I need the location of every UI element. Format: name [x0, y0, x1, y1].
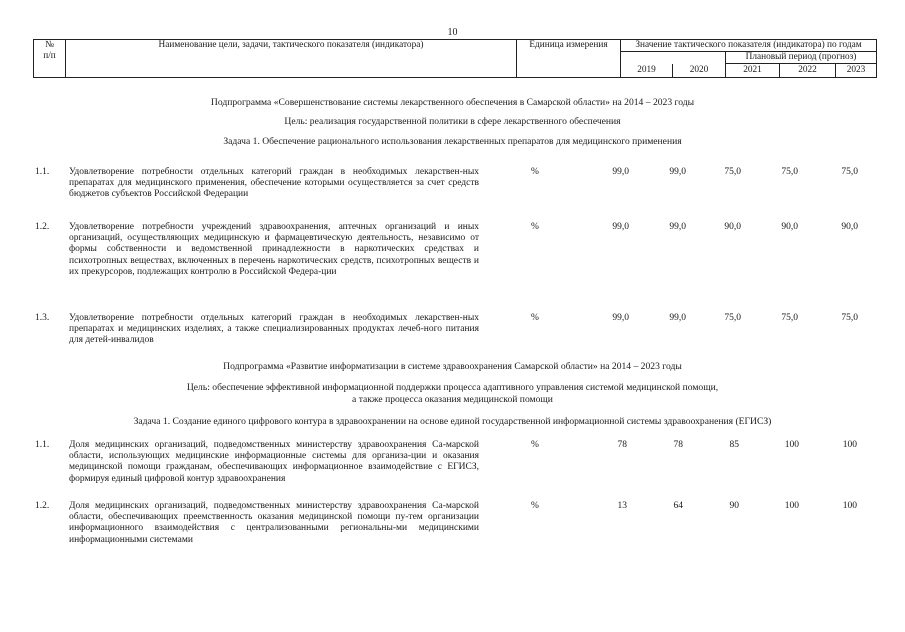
row-1-3-unit: %	[531, 313, 539, 323]
header-planning: Плановый период (прогноз)	[726, 52, 877, 64]
row-1-2-text: Удовлетворение потребности учреждений здравоохранения, аптечных организаций и иных организаций, осуществляющих медицинскую и фармацевтическую деятельность, независимо от формы собственности и ведомственной принадлежности в наркотических средствах и психотропных веществах, включенных в перечень наркотических средств, психотропных веществ и их прекурсоров, подлежащих контролю в Российской Федера-ции	[69, 222, 479, 277]
row-1-3-2019: 99,0	[612, 313, 629, 323]
subprogram-2-goal-line2: а также процесса оказания медицинской помощи	[352, 394, 553, 405]
row-1-1-num: 1.1.	[35, 167, 50, 177]
header-unit: Единица измерения	[517, 40, 621, 78]
row-1-2-2022: 90,0	[781, 222, 798, 232]
row-2-2-2022: 100	[784, 501, 799, 511]
row-2-1-2021: 85	[729, 440, 739, 450]
row-1-3-2021: 75,0	[724, 313, 741, 323]
indicator-table-header	[33, 39, 877, 78]
row-2-2-2019: 13	[617, 501, 627, 511]
row-1-3-2020: 99,0	[669, 313, 686, 323]
row-1-2-num: 1.2.	[35, 222, 50, 232]
year-2023: 2023	[836, 63, 877, 77]
year-2022: 2022	[780, 63, 836, 77]
row-1-3-2023: 75,0	[841, 313, 858, 323]
row-2-1-unit: %	[531, 440, 539, 450]
row-1-1-2020: 99,0	[669, 167, 686, 177]
row-2-2-2021: 90	[729, 501, 739, 511]
row-2-1-2022: 100	[784, 440, 799, 450]
row-1-3-num: 1.3.	[35, 313, 50, 323]
row-1-1-2022: 75,0	[781, 167, 798, 177]
row-2-1-num: 1.1.	[35, 440, 50, 450]
header-values: Значение тактического показателя (индикатора) по годам	[621, 40, 877, 52]
row-2-1-2020: 78	[673, 440, 683, 450]
row-1-2-2019: 99,0	[612, 222, 629, 232]
row-2-1-2019: 78	[617, 440, 627, 450]
row-1-2-unit: %	[531, 222, 539, 232]
row-1-1-2023: 75,0	[841, 167, 858, 177]
row-1-3-text: Удовлетворение потребности отдельных категорий граждан в необходимых лекарствен-ных препаратах и медицинских изделиях, а также специализированных продуктах лечеб-ного питания для детей-инвалидов	[69, 313, 479, 346]
row-1-1-text: Удовлетворение потребности отдельных категорий граждан в необходимых лекарствен-ных препаратах для медицинского применения, обеспечение которыми осуществляется за счет средств бюджетов субъектов Российской Федерации	[69, 167, 479, 200]
row-2-2-num: 1.2.	[35, 501, 50, 511]
row-1-2-2023: 90,0	[841, 222, 858, 232]
row-1-2-2020: 99,0	[669, 222, 686, 232]
row-2-2-unit: %	[531, 501, 539, 511]
row-1-2-2021: 90,0	[724, 222, 741, 232]
header-spacer	[621, 52, 726, 64]
subprogram-1-title: Подпрограмма «Совершенствование системы лекарственного обеспечения в Самарской области» на 2014 – 2023 годы	[210, 97, 695, 108]
header-name: Наименование цели, задачи, тактического показателя (индикатора)	[66, 40, 517, 78]
subprogram-2-title: Подпрограмма «Развитие информатизации в системе здравоохранения Самарской области» на 2014 – 2023 годы	[223, 361, 682, 372]
row-2-2-2023: 100	[842, 501, 857, 511]
row-2-2-2020: 64	[673, 501, 683, 511]
subprogram-2-task: Задача 1. Создание единого цифрового контура в здравоохранении на основе единой государственной информационной системы здравоохранения (ЕГИСЗ)	[133, 416, 772, 427]
row-2-1-2023: 100	[842, 440, 857, 450]
year-2019: 2019	[621, 63, 673, 77]
row-2-1-text: Доля медицинских организаций, подведомственных министерству здравоохранения Са-марской области, использующих медицинские информационные системы для организа-ции и оказания медицинской помощи гражданам, обеспечивающих информационное взаимодействие с ЕГИСЗ, формируя единый цифровой контур здравоохранения	[69, 440, 479, 484]
row-1-1-2019: 99,0	[612, 167, 629, 177]
subprogram-2-goal-line1: Цель: обеспечение эффективной информационной поддержки процесса адаптивного управления системой медицинской помощи,	[186, 382, 719, 393]
row-1-1-unit: %	[531, 167, 539, 177]
page-number: 10	[447, 27, 458, 38]
row-2-2-text: Доля медицинских организаций, подведомственных министерству здравоохранения Са-марской области, обеспечивающих преемственность оказания медицинской помощи пу-тем организации информационного взаимодействия с централизованными региональны-ми медицинскими информационными системами	[69, 501, 479, 545]
row-1-1-2021: 75,0	[724, 167, 741, 177]
year-2021: 2021	[726, 63, 780, 77]
subprogram-1-goal: Цель: реализация государственной политики в сфере лекарственного обеспечения	[284, 116, 621, 127]
header-num: № п/п	[34, 40, 66, 78]
subprogram-1-task: Задача 1. Обеспечение рационального использования лекарственных препаратов для медицинского применения	[223, 136, 682, 147]
year-2020: 2020	[673, 63, 726, 77]
row-1-3-2022: 75,0	[781, 313, 798, 323]
